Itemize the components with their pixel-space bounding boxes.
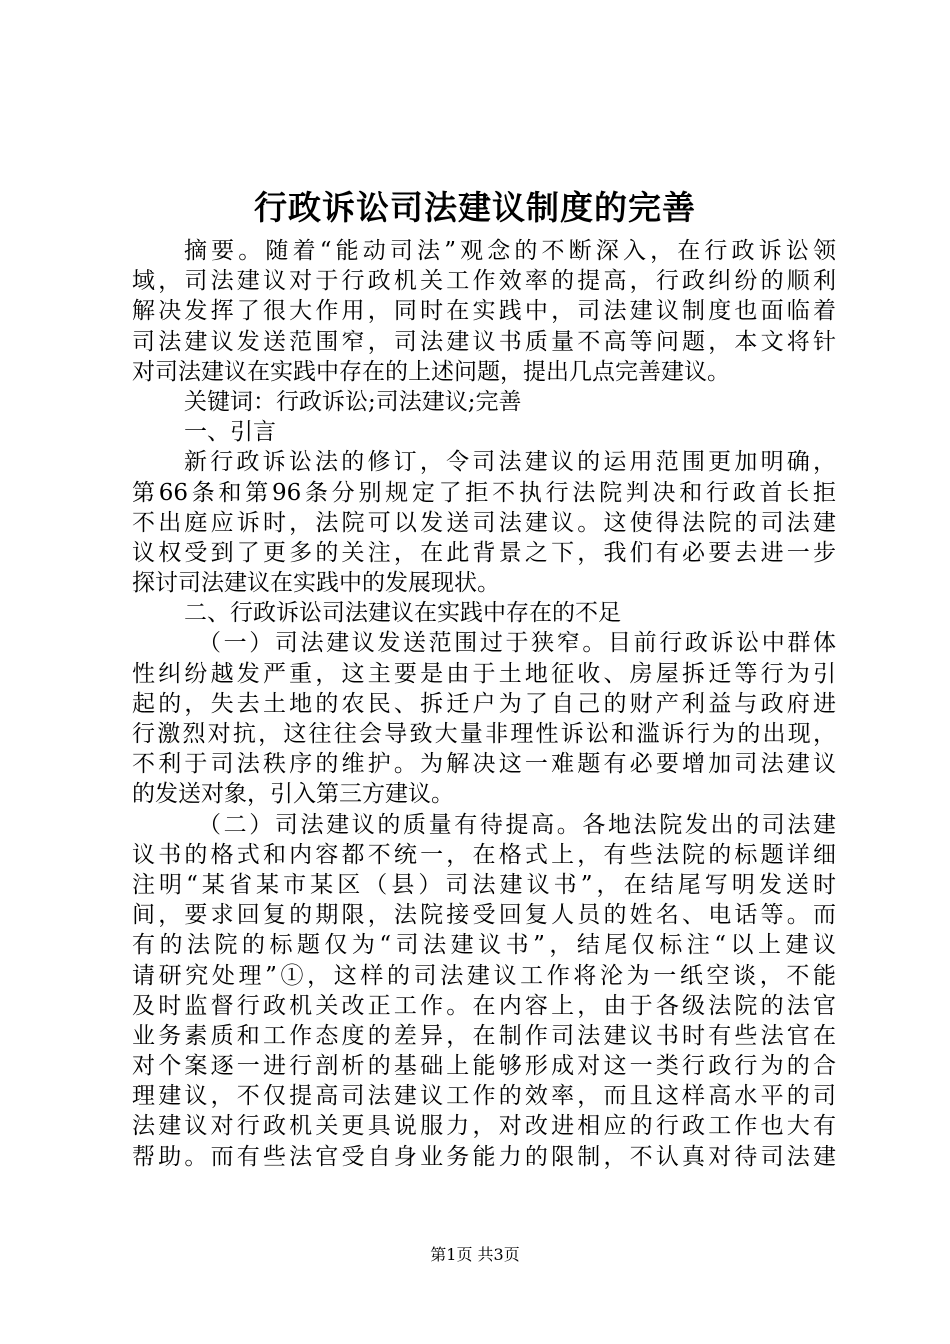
body-line: 注明“某省某市某区（县）司法建议书”，在结尾写明发送时 (132, 871, 836, 898)
body-line: 摘要。随着“能动司法”观念的不断深入，在行政诉讼领 (184, 238, 836, 264)
body-line: 议书的格式和内容都不统一，在格式上，有些法院的标题详细 (132, 841, 836, 868)
body-line: 行激烈对抗，这往往会导致大量非理性诉讼和滥诉行为的出现， (132, 721, 836, 747)
body-line: 起的，失去土地的农民、拆迁户为了自己的财产利益与政府进 (132, 690, 836, 717)
body-line: 域，司法建议对于行政机关工作效率的提高，行政纠纷的顺利 (132, 268, 836, 295)
body-line: 法建议对行政机关更具说服力，对改进相应的行政工作也大有 (132, 1113, 836, 1140)
document-body (132, 236, 836, 1172)
body-line: 理建议，不仅提高司法建议工作的效率，而且这样高水平的司 (132, 1083, 836, 1110)
body-line: 第66条和第96条分别规定了拒不执行法院判决和行政首长拒 (132, 479, 836, 506)
body-line: 对个案逐一进行剖析的基础上能够形成对这一类行政行为的合 (132, 1053, 836, 1080)
body-line: 间，要求回复的期限，法院接受回复人员的姓名、电话等。而 (132, 902, 836, 929)
body-line: 及时监督行政机关改正工作。在内容上，由于各级法院的法官 (132, 992, 836, 1019)
body-line: 探讨司法建议在实践中的发展现状。 (132, 570, 500, 597)
body-line: 帮助。而有些法官受自身业务能力的限制，不认真对待司法建 (132, 1143, 836, 1170)
section-heading: 二、行政诉讼司法建议在实践中存在的不足 (184, 600, 621, 627)
body-line: 的发送对象，引入第三方建议。 (132, 781, 454, 808)
body-line: 不出庭应诉时，法院可以发送司法建议。这使得法院的司法建 (132, 509, 836, 536)
body-line: 新行政诉讼法的修订，令司法建议的运用范围更加明确， (184, 449, 836, 476)
subsection-line: （一）司法建议发送范围过于狭窄。目前行政诉讼中群体 (198, 630, 836, 657)
keywords-line: 关键词：行政诉讼;司法建议;完善 (184, 388, 522, 415)
body-line: 不利于司法秩序的维护。为解决这一难题有必要增加司法建议 (132, 751, 836, 778)
subsection-line: （二）司法建议的质量有待提高。各地法院发出的司法建 (198, 811, 836, 838)
body-line: 司法建议发送范围窄，司法建议书质量不高等问题，本文将针 (132, 328, 836, 355)
body-line: 对司法建议在实践中存在的上述问题，提出几点完善建议。 (132, 358, 730, 385)
body-line: 解决发挥了很大作用，同时在实践中，司法建议制度也面临着 (132, 298, 836, 325)
body-line: 有的法院的标题仅为“司法建议书”，结尾仅标注“以上建议 (132, 932, 836, 959)
document-title: 行政诉讼司法建议制度的完善 (254, 188, 696, 227)
section-heading: 一、引言 (184, 419, 276, 446)
page-footer: 第1页 共3页 (430, 1245, 520, 1264)
body-line: 请研究处理”①，这样的司法建议工作将沦为一纸空谈，不能 (132, 962, 836, 989)
body-line: 业务素质和工作态度的差异，在制作司法建议书时有些法官在 (132, 1022, 836, 1049)
body-line: 性纠纷越发严重，这主要是由于土地征收、房屋拆迁等行为引 (132, 660, 836, 687)
body-line: 议权受到了更多的关注，在此背景之下，我们有必要去进一步 (132, 539, 836, 566)
